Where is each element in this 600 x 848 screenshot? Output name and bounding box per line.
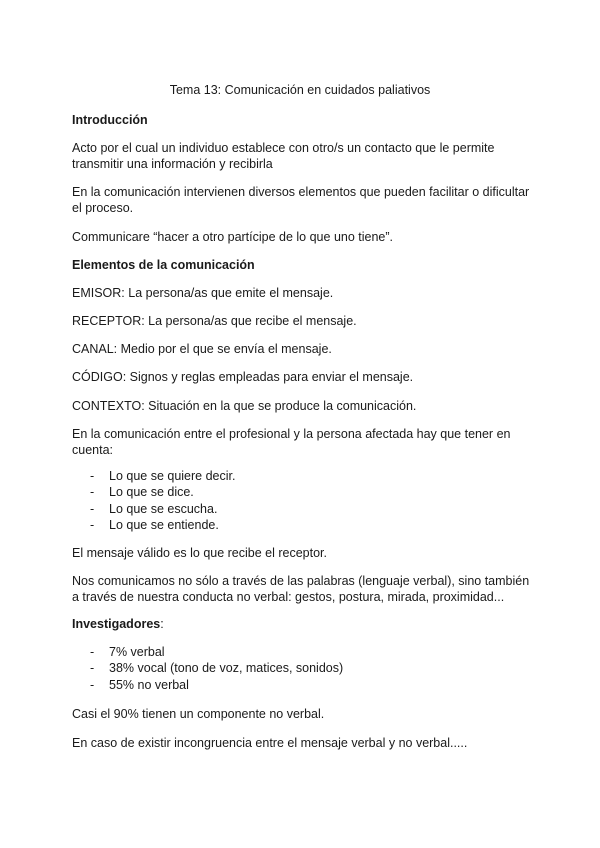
list-item: - 7% verbal: [90, 645, 165, 659]
element-canal: CANAL: Medio por el que se envía el mensaje.: [72, 342, 332, 356]
intro-paragraph-definition: Acto por el cual un individuo establece con otro/s un contacto que le permite transmitir una información y recibirla: [72, 141, 495, 171]
list-item: - Lo que se entiende.: [90, 517, 219, 532]
element-receptor: RECEPTOR: La persona/as que recibe el mensaje.: [72, 314, 357, 328]
element-codigo: CÓDIGO: Signos y reglas empleadas para enviar el mensaje.: [72, 370, 414, 384]
list-item: - 55% no verbal: [90, 677, 189, 692]
intro-heading: Introducción: [72, 113, 148, 127]
ninety-percent-paragraph: Casi el 90% tienen un componente no verbal.: [72, 707, 325, 721]
list-item: - Lo que se quiere decir.: [90, 469, 236, 483]
investigators-heading: Investigadores:: [72, 617, 164, 631]
element-contexto: CONTEXTO: Situación en la que se produce la comunicación.: [72, 399, 417, 413]
element-emisor: EMISOR: La persona/as que emite el mensaje.: [72, 286, 334, 300]
nonverbal-paragraph: Nos comunicamos no sólo a través de las palabras (lenguaje verbal), sino también a través de nuestra conducta no verbal: gestos, postura, mirada, proximidad...: [72, 574, 530, 604]
considerations-list: [72, 468, 235, 533]
document-title: Tema 13: Comunicación en cuidados paliativos: [169, 83, 431, 97]
list-item: - 38% vocal (tono de voz, matices, sonidos): [90, 661, 344, 676]
intro-paragraph-communicare: Communicare “hacer a otro partícipe de lo que uno tiene”.: [72, 230, 394, 244]
intro-paragraph-elements: En la comunicación intervienen diversos elementos que pueden facilitar o dificultar el proceso.: [72, 185, 530, 215]
valid-message-paragraph: El mensaje válido es lo que recibe el receptor.: [72, 546, 328, 560]
list-item: - Lo que se escucha.: [90, 501, 218, 516]
investigators-list: [72, 644, 343, 693]
list-item: - Lo que se dice.: [90, 485, 194, 500]
elements-heading: Elementos de la comunicación: [72, 258, 255, 272]
incongruence-paragraph: En caso de existir incongruencia entre el mensaje verbal y no verbal.....: [72, 736, 468, 750]
relation-paragraph: En la comunicación entre el profesional y la persona afectada hay que tener en cuenta:: [72, 427, 511, 457]
